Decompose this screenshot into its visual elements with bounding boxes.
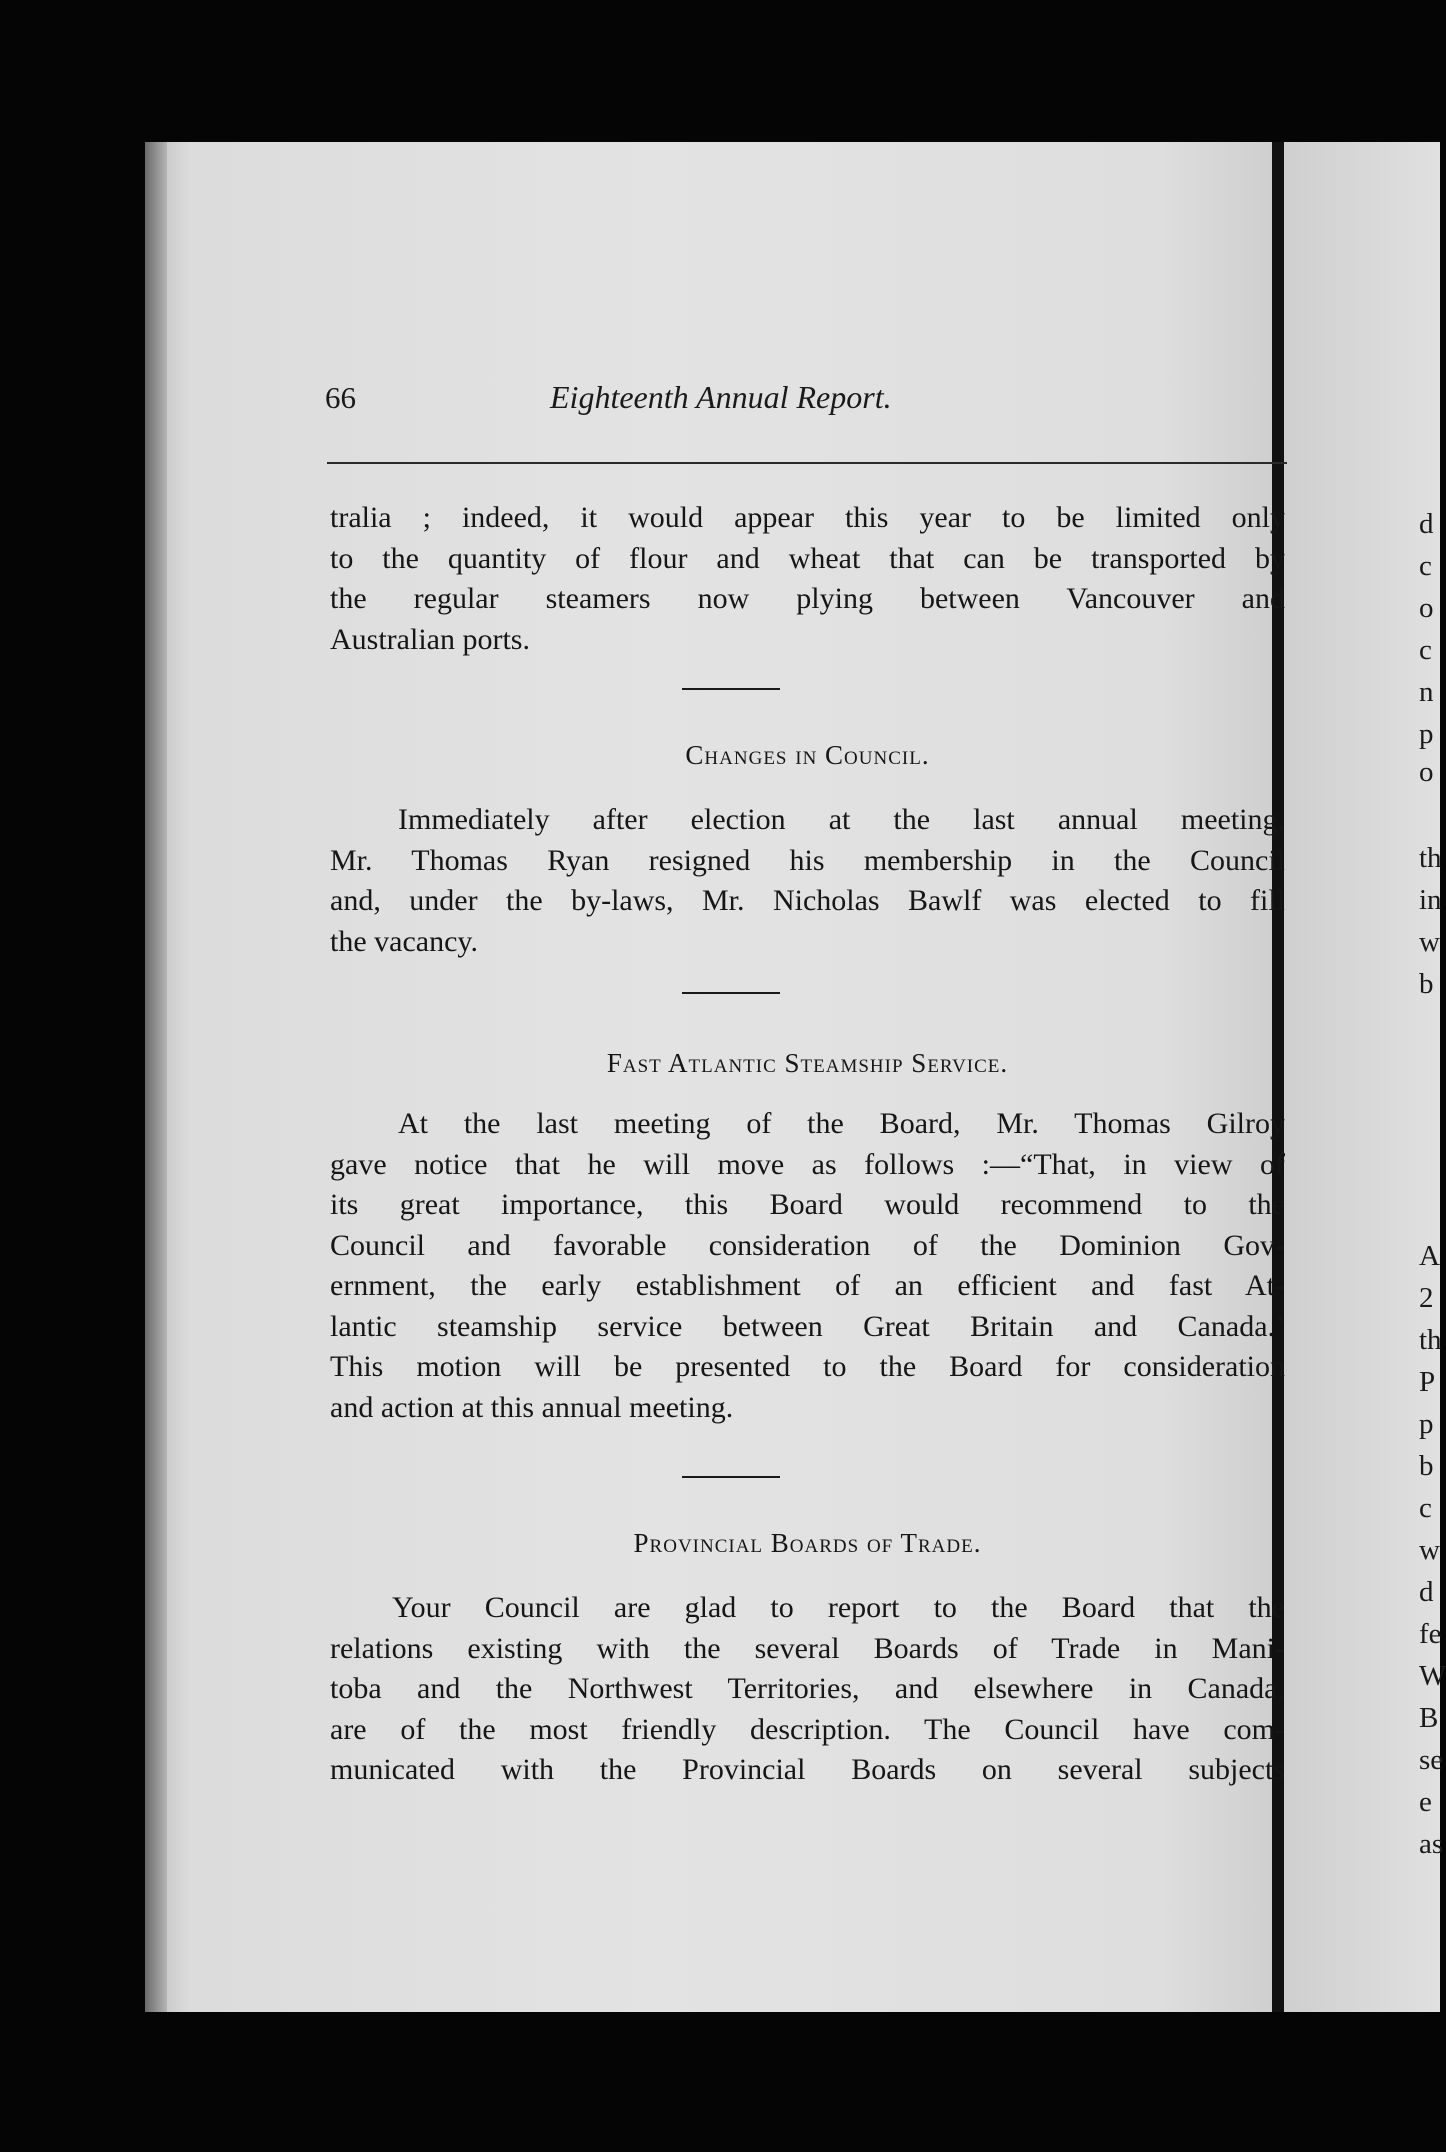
fragment-text: in xyxy=(1419,884,1442,916)
heading-provincial-boards: Provincial Boards of Trade. xyxy=(633,1528,982,1558)
text-line: Australian ports. xyxy=(330,622,530,656)
text-line: relations existing with the several Boards of Trade in Mani- xyxy=(330,1631,1285,1665)
text-line: ernment, the early establishment of an efficient and fast At- xyxy=(330,1269,1285,1302)
text-line: municated with the Provincial Boards on several subjects xyxy=(330,1753,1285,1786)
fragment-text: c xyxy=(1419,1492,1432,1524)
fragment-text: b xyxy=(1419,968,1434,1000)
fragment-text: W xyxy=(1419,1660,1446,1692)
page-number: 66 xyxy=(325,380,356,415)
fragment-text: p xyxy=(1419,1408,1434,1440)
section-divider xyxy=(682,1476,780,1478)
heading-changes-in-council: Changes in Council. xyxy=(685,740,930,770)
fragment-text: w xyxy=(1419,926,1440,958)
page-content xyxy=(145,142,1285,2012)
text-line: tralia ; indeed, it would appear this year to be limited only xyxy=(330,501,1285,534)
paragraph-fast-atlantic xyxy=(330,1104,1285,1428)
fragment-text: P xyxy=(1419,1366,1436,1398)
paragraph-provincial-boards xyxy=(330,1588,1285,1791)
section-divider xyxy=(682,992,780,994)
text-line: the vacancy. xyxy=(330,924,478,958)
heading-fast-atlantic: Fast Atlantic Steamship Service. xyxy=(606,1048,1009,1078)
fragment-text: c xyxy=(1419,550,1432,582)
text-line: At the last meeting of the Board, Mr. Thomas Gilroy xyxy=(398,1107,1285,1140)
section-divider xyxy=(682,688,780,690)
fragment-text: o xyxy=(1419,592,1434,624)
text-line: Immediately after election at the last annual meeting, xyxy=(398,803,1285,836)
fragment-text: B xyxy=(1419,1702,1439,1734)
fragment-text: c xyxy=(1419,634,1432,666)
fragment-text: th xyxy=(1419,842,1442,874)
adjacent-page xyxy=(1284,142,1446,2012)
fragment-text: w xyxy=(1419,1534,1440,1566)
fragment-text: n xyxy=(1419,676,1434,708)
paragraph-changes-in-council xyxy=(330,800,1285,962)
text-line: lantic steamship service between Great Britain and Canada.’ xyxy=(330,1309,1285,1343)
fragment-text: b xyxy=(1419,1450,1434,1482)
fragment-text: p xyxy=(1419,718,1434,750)
fragment-text: 2 xyxy=(1419,1282,1434,1314)
text-line: Mr. Thomas Ryan resigned his membership in the Council xyxy=(330,843,1285,877)
text-line: gave notice that he will move as follows :—“That, in view of xyxy=(330,1147,1285,1181)
fragment-text: as xyxy=(1419,1828,1444,1860)
text-line: to the quantity of flour and wheat that can be transported by xyxy=(330,541,1285,575)
fragment-text: fe xyxy=(1419,1618,1442,1650)
header-rule xyxy=(327,462,1287,464)
text-line: and, under the by-laws, Mr. Nicholas Bawlf was elected to fill xyxy=(330,884,1285,917)
fragment-text: se xyxy=(1419,1744,1444,1776)
running-title: Eighteenth Annual Report. xyxy=(550,379,892,415)
fragment-text: A xyxy=(1419,1240,1440,1272)
fragment-text: o xyxy=(1419,756,1434,788)
text-line: This motion will be presented to the Board for consideration xyxy=(330,1350,1285,1383)
text-line: and action at this annual meeting. xyxy=(330,1390,734,1424)
fragment-text: d xyxy=(1419,1576,1434,1608)
fragment-text: d xyxy=(1419,508,1434,540)
text-line: toba and the Northwest Territories, and elsewhere in Canada, xyxy=(330,1672,1285,1705)
paragraph-australia xyxy=(330,498,1285,660)
text-line: its great importance, this Board would recommend to the xyxy=(330,1188,1285,1221)
text-line: Council and favorable consideration of the Dominion Gov- xyxy=(330,1228,1285,1262)
fragment-text: th xyxy=(1419,1324,1442,1356)
fragment-text: e xyxy=(1419,1786,1432,1818)
text-line: Your Council are glad to report to the Board that the xyxy=(392,1591,1285,1624)
text-line: the regular steamers now plying between Vancouver and xyxy=(330,582,1285,615)
text-line: are of the most friendly description. The Council have com- xyxy=(330,1712,1285,1746)
